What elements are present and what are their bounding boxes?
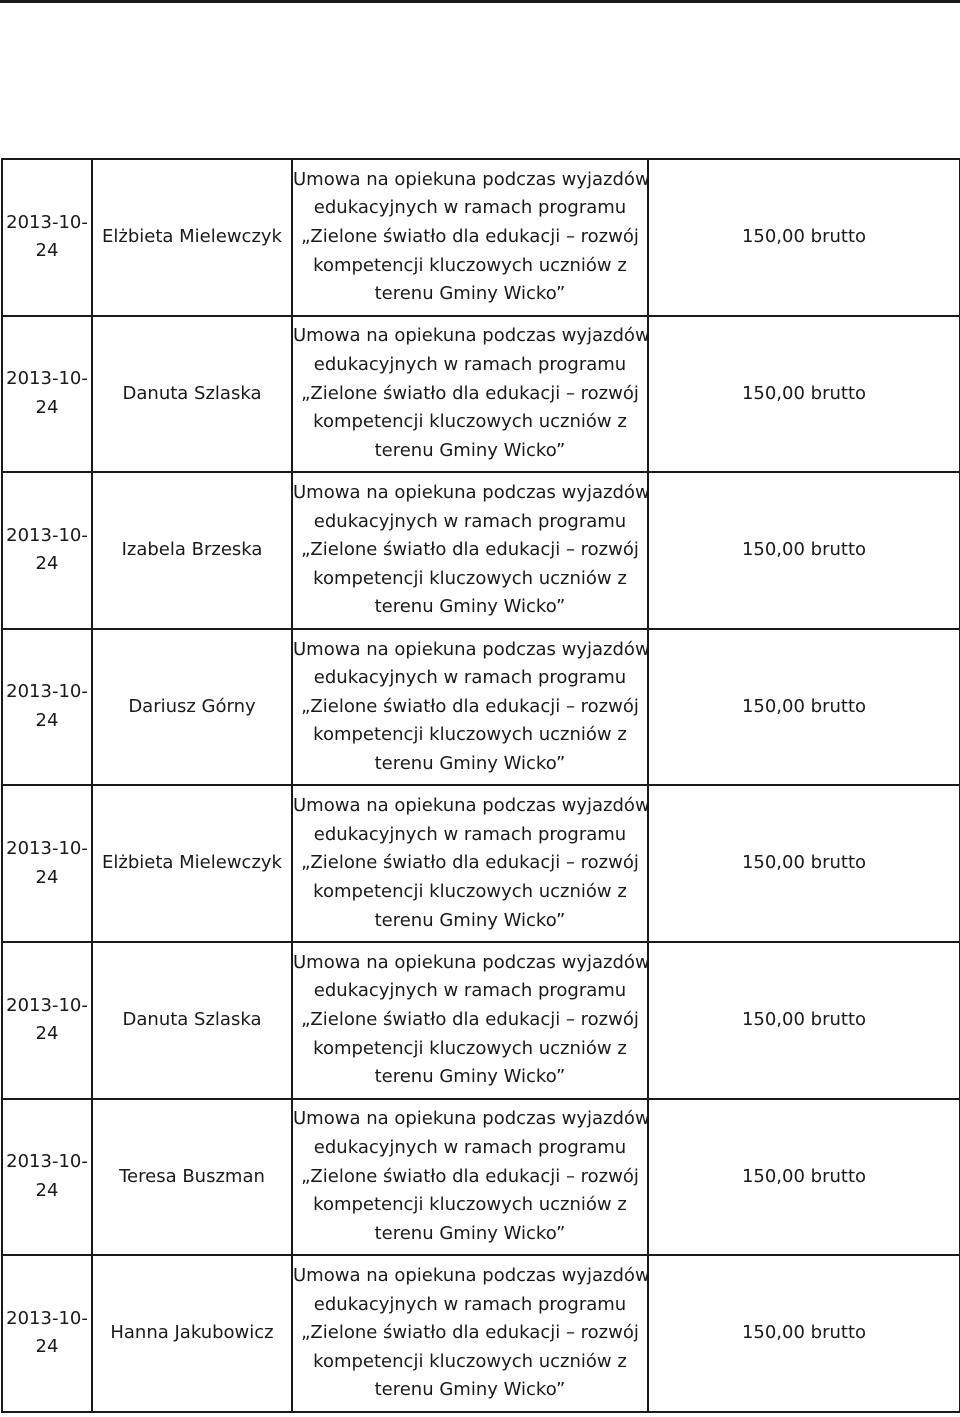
- description-line: edukacyjnych w ramach programu: [313, 667, 627, 689]
- name-cell: Elżbieta Mielewczyk: [92, 785, 292, 942]
- date-cell: 2013-10-24: [2, 629, 92, 786]
- description-line: Umowa na opiekuna podczas wyjazdów: [293, 168, 650, 190]
- description-line: kompetencji kluczowych uczniów z: [313, 411, 627, 433]
- description-line: „Zielone światło dla edukacji – rozwój: [301, 695, 639, 717]
- description-line: „Zielone światło dla edukacji – rozwój: [301, 1008, 639, 1030]
- date-cell: 2013-10-24: [2, 1255, 92, 1412]
- description-cell: [292, 785, 648, 942]
- description-line: terenu Gminy Wicko”: [374, 752, 566, 774]
- table-body: [2, 159, 960, 1412]
- top-rule: [0, 0, 960, 3]
- amount-cell: 150,00 brutto: [648, 785, 960, 942]
- amount-cell: 150,00 brutto: [648, 472, 960, 629]
- table-row: [2, 1255, 960, 1412]
- table-row: [2, 629, 960, 786]
- description-line: terenu Gminy Wicko”: [374, 439, 566, 461]
- description-line: terenu Gminy Wicko”: [374, 1066, 566, 1088]
- description-line: edukacyjnych w ramach programu: [313, 823, 627, 845]
- date-cell: 2013-10-24: [2, 1099, 92, 1256]
- description-line: edukacyjnych w ramach programu: [313, 980, 627, 1002]
- date-cell: 2013-10-24: [2, 159, 92, 316]
- description-line: Umowa na opiekuna podczas wyjazdów: [293, 795, 650, 817]
- amount-cell: 150,00 brutto: [648, 942, 960, 1099]
- description-line: edukacyjnych w ramach programu: [313, 197, 627, 219]
- description-line: Umowa na opiekuna podczas wyjazdów: [293, 482, 650, 503]
- description-line: Umowa na opiekuna podczas wyjazdów: [293, 1264, 650, 1286]
- description-line: Umowa na opiekuna podczas wyjazdów: [293, 951, 650, 973]
- description-line: Umowa na opiekuna podczas wyjazdów: [293, 638, 650, 660]
- description-line: „Zielone światło dla edukacji – rozwój: [301, 226, 639, 247]
- description-line: „Zielone światło dla edukacji – rozwój: [301, 1322, 639, 1344]
- description-line: kompetencji kluczowych uczniów z: [313, 1037, 627, 1059]
- description-cell: [292, 942, 648, 1099]
- description-line: „Zielone światło dla edukacji – rozwój: [301, 382, 639, 404]
- amount-cell: 150,00 brutto: [648, 316, 960, 473]
- table-row: [2, 316, 960, 473]
- table-row: [2, 785, 960, 942]
- name-cell: Elżbieta Mielewczyk: [92, 159, 292, 316]
- name-cell: Dariusz Górny: [92, 629, 292, 786]
- description-line: terenu Gminy Wicko”: [374, 909, 566, 931]
- name-cell: Izabela Brzeska: [92, 472, 292, 629]
- description-line: „Zielone światło dla edukacji – rozwój: [301, 1165, 639, 1187]
- description-line: kompetencji kluczowych uczniów z: [313, 567, 627, 589]
- description-line: Umowa na opiekuna podczas wyjazdów: [293, 325, 650, 347]
- description-cell: [292, 159, 648, 316]
- description-cell: [292, 472, 648, 629]
- date-cell: 2013-10-24: [2, 785, 92, 942]
- description-line: Umowa na opiekuna podczas wyjazdów: [293, 1108, 650, 1130]
- description-line: edukacyjnych w ramach programu: [313, 1293, 627, 1315]
- description-line: „Zielone światło dla edukacji – rozwój: [301, 539, 639, 561]
- name-cell: Danuta Szlaska: [92, 942, 292, 1099]
- date-cell: 2013-10-24: [2, 942, 92, 1099]
- table-row: [2, 472, 960, 629]
- description-line: terenu Gminy Wicko”: [374, 1222, 566, 1244]
- description-line: terenu Gminy Wicko”: [374, 1379, 566, 1401]
- description-line: terenu Gminy Wicko”: [374, 283, 566, 305]
- description-cell: [292, 1099, 648, 1256]
- description-line: kompetencji kluczowych uczniów z: [313, 1350, 627, 1372]
- description-cell: [292, 316, 648, 473]
- description-line: kompetencji kluczowych uczniów z: [313, 880, 627, 902]
- name-cell: Teresa Buszman: [92, 1099, 292, 1256]
- description-line: edukacyjnych w ramach programu: [313, 354, 627, 375]
- description-line: kompetencji kluczowych uczniów z: [313, 724, 627, 746]
- amount-cell: 150,00 brutto: [648, 1099, 960, 1256]
- date-cell: 2013-10-24: [2, 316, 92, 473]
- table-row: [2, 1099, 960, 1256]
- date-cell: 2013-10-24: [2, 472, 92, 629]
- description-line: „Zielone światło dla edukacji – rozwój: [301, 852, 639, 874]
- name-cell: Danuta Szlaska: [92, 316, 292, 473]
- table-row: [2, 942, 960, 1099]
- contracts-table: [1, 158, 960, 1413]
- description-line: kompetencji kluczowych uczniów z: [313, 254, 627, 276]
- amount-cell: 150,00 brutto: [648, 629, 960, 786]
- table-row: [2, 159, 960, 316]
- description-cell: [292, 629, 648, 786]
- description-line: edukacyjnych w ramach programu: [313, 510, 627, 532]
- description-line: edukacyjnych w ramach programu: [313, 1136, 627, 1158]
- description-line: terenu Gminy Wicko”: [374, 596, 566, 618]
- name-cell: Hanna Jakubowicz: [92, 1255, 292, 1412]
- description-line: kompetencji kluczowych uczniów z: [313, 1194, 627, 1216]
- amount-cell: 150,00 brutto: [648, 1255, 960, 1412]
- description-cell: [292, 1255, 648, 1412]
- amount-cell: 150,00 brutto: [648, 159, 960, 316]
